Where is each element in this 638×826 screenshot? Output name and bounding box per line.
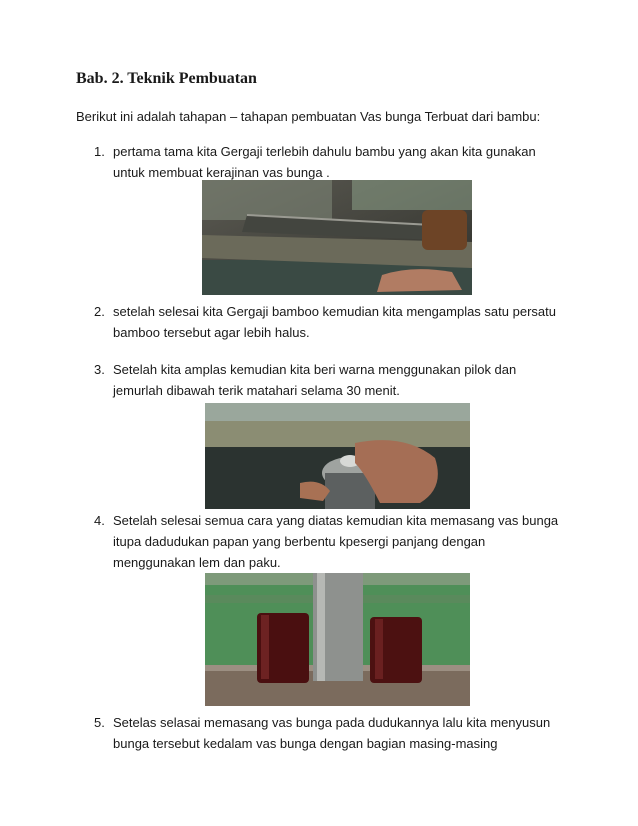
step-5 <box>94 712 564 754</box>
step-number: 3. <box>94 362 105 377</box>
section-heading: Bab. 2. Teknik Pembuatan <box>76 70 257 87</box>
spray-photo <box>205 403 470 509</box>
step-text: Setelas selasai memasang vas bunga pada dudukannya lalu kita menyusun bunga tersebut kedalam vas bunga dengan bagian masing-masing <box>113 715 551 751</box>
step-number: 5. <box>94 715 105 730</box>
step-text: Setelah selesai semua cara yang diatas kemudian kita memasang vas bunga itupa dadudukan papan yang berbentu kpesergi panjang dengan menggunakan lem dan paku. <box>113 513 559 570</box>
vases-photo <box>205 573 470 706</box>
step-3 <box>94 359 564 401</box>
step-number: 2. <box>94 304 105 319</box>
step-text: setelah selesai kita Gergaji bamboo kemudian kita mengamplas satu persatu bamboo tersebut agar lebih halus. <box>113 304 556 340</box>
step-2 <box>94 301 564 343</box>
intro-text: Berikut ini adalah tahapan – tahapan pembuatan Vas bunga Terbuat dari bambu: <box>76 109 541 124</box>
step-4 <box>94 510 564 573</box>
step-text: pertama tama kita Gergaji terlebih dahulu bambu yang akan kita gunakan untuk membuat kerajinan vas bunga . <box>113 144 536 180</box>
step-number: 1. <box>94 144 105 159</box>
step-number: 4. <box>94 513 105 528</box>
step-text: Setelah kita amplas kemudian kita beri warna menggunakan pilok dan jemurlah dibawah terik matahari selama 30 menit. <box>113 362 517 398</box>
step-1 <box>94 141 564 183</box>
saw-photo <box>202 180 472 295</box>
